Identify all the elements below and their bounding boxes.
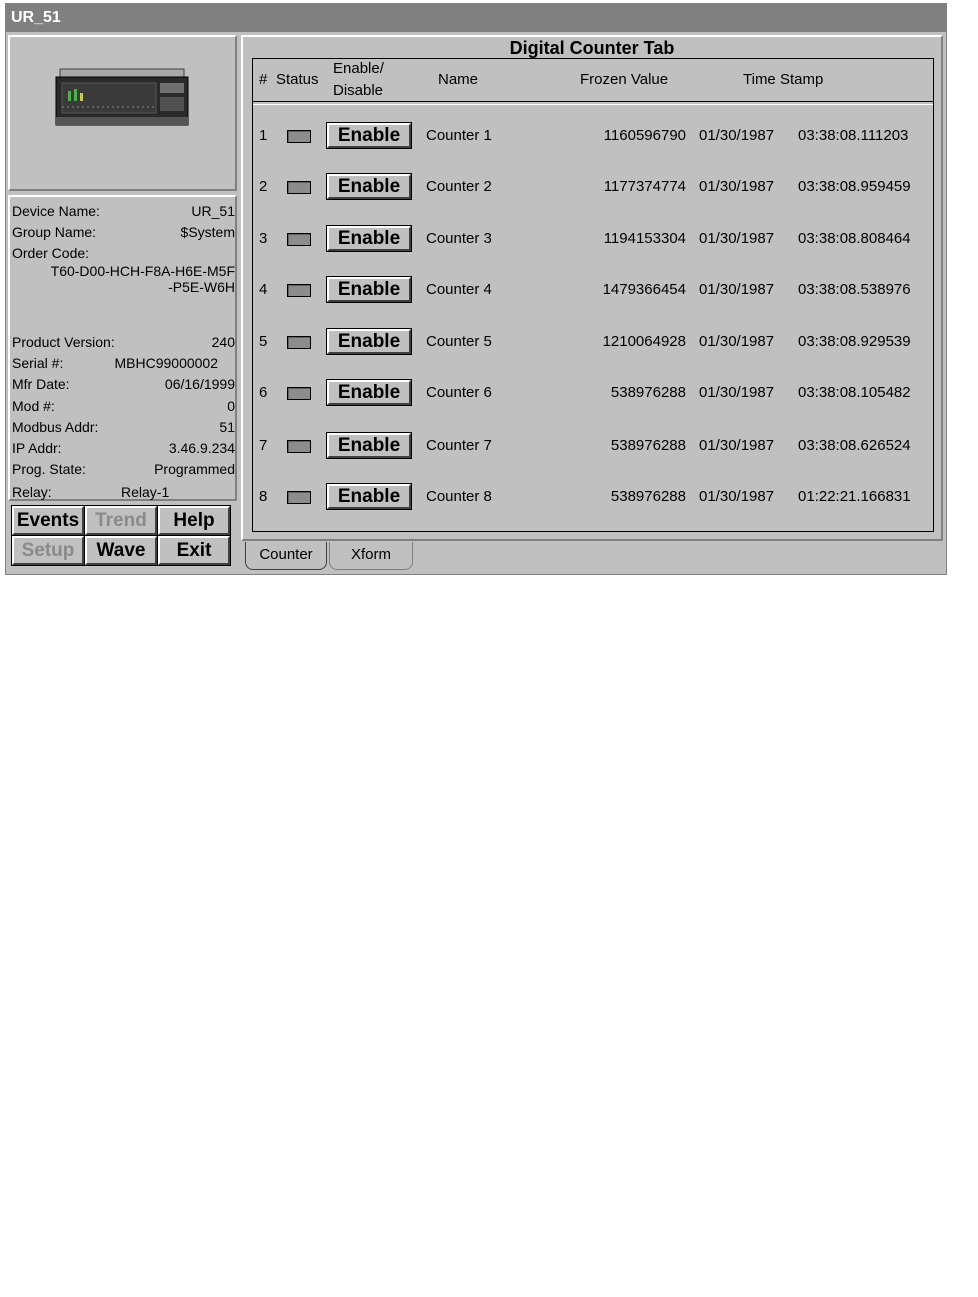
ip-value: 3.46.9.234 bbox=[168, 440, 235, 456]
counter-name: Counter 1 bbox=[426, 127, 492, 144]
mfr-date-row bbox=[12, 374, 235, 394]
table-row bbox=[253, 172, 933, 202]
timestamp-date: 01/30/1987 bbox=[699, 127, 775, 144]
group-name-label: Group Name: bbox=[12, 224, 97, 240]
timestamp-time: 03:38:08.808464 bbox=[798, 230, 911, 247]
device-name-value: UR_51 bbox=[191, 203, 235, 219]
digital-counter-tab-panel bbox=[241, 35, 943, 541]
order-code-value bbox=[51, 263, 235, 295]
header-divider bbox=[253, 101, 933, 105]
enable-button[interactable]: Enable bbox=[327, 277, 411, 302]
timestamp-date: 01/30/1987 bbox=[699, 437, 775, 454]
frozen-value: 1194153304 bbox=[603, 230, 686, 247]
mod-row bbox=[12, 396, 235, 416]
row-number: 2 bbox=[259, 178, 268, 195]
order-code-label: Order Code: bbox=[12, 245, 90, 261]
header-num: # bbox=[259, 71, 268, 88]
timestamp-date: 01/30/1987 bbox=[699, 384, 775, 401]
counter-name: Counter 4 bbox=[426, 281, 492, 298]
device-image-panel bbox=[8, 35, 237, 191]
header-enable-line-2: Disable bbox=[333, 82, 384, 99]
mod-value: 0 bbox=[227, 398, 235, 414]
header-enable-line-1: Enable/ bbox=[333, 60, 384, 77]
header-time-stamp: Time Stamp bbox=[743, 71, 824, 88]
timestamp-time: 03:38:08.105482 bbox=[798, 384, 911, 401]
relay-value: Relay-1 bbox=[121, 484, 170, 500]
row-number: 7 bbox=[259, 437, 268, 454]
row-number: 1 bbox=[259, 127, 268, 144]
relay-row bbox=[12, 482, 235, 502]
relay-label: Relay: bbox=[12, 484, 52, 500]
prog-state-value: Programmed bbox=[154, 461, 235, 477]
timestamp-time: 01:22:21.166831 bbox=[798, 488, 911, 505]
status-led-icon bbox=[287, 284, 311, 297]
trend-button[interactable]: Trend bbox=[85, 506, 157, 535]
timestamp-time: 03:38:08.959459 bbox=[798, 178, 911, 195]
enable-button[interactable]: Enable bbox=[327, 329, 411, 354]
table-row bbox=[253, 327, 933, 357]
header-name: Name bbox=[438, 71, 479, 88]
prog-state-row bbox=[12, 459, 235, 479]
enable-button[interactable]: Enable bbox=[327, 226, 411, 251]
product-version-row bbox=[12, 332, 235, 352]
ur-window bbox=[5, 3, 947, 575]
status-led-icon bbox=[287, 233, 311, 246]
frozen-value: 1177374774 bbox=[603, 178, 686, 195]
frozen-value: 538976288 bbox=[610, 437, 686, 454]
table-row bbox=[253, 431, 933, 461]
status-led-icon bbox=[287, 130, 311, 143]
command-button-grid bbox=[12, 506, 230, 567]
serial-row bbox=[12, 353, 235, 373]
ip-row bbox=[12, 438, 235, 458]
header-status: Status bbox=[276, 71, 319, 88]
status-led-icon bbox=[287, 336, 311, 349]
serial-value: MBHC99000002 bbox=[114, 355, 218, 371]
timestamp-time: 03:38:08.626524 bbox=[798, 437, 911, 454]
counter-name: Counter 7 bbox=[426, 437, 492, 454]
status-led-icon bbox=[287, 181, 311, 194]
timestamp-date: 01/30/1987 bbox=[699, 230, 775, 247]
product-version-value: 240 bbox=[211, 334, 235, 350]
timestamp-time: 03:38:08.538976 bbox=[798, 281, 911, 298]
counter-name: Counter 3 bbox=[426, 230, 492, 247]
enable-button[interactable]: Enable bbox=[327, 123, 411, 148]
group-name-row bbox=[12, 222, 235, 242]
enable-button[interactable]: Enable bbox=[327, 380, 411, 405]
prog-state-label: Prog. State: bbox=[12, 461, 86, 477]
row-number: 8 bbox=[259, 488, 268, 505]
table-row bbox=[253, 482, 933, 512]
order-code-line-1: T60-D00-HCH-F8A-H6E-M5F bbox=[50, 263, 235, 279]
table-row bbox=[253, 224, 933, 254]
modbus-row bbox=[12, 417, 235, 437]
wave-button[interactable]: Wave bbox=[85, 536, 157, 565]
order-code-row bbox=[12, 243, 235, 263]
modbus-value: 51 bbox=[219, 419, 235, 435]
modbus-label: Modbus Addr: bbox=[12, 419, 99, 435]
timestamp-date: 01/30/1987 bbox=[699, 178, 775, 195]
device-name-label: Device Name: bbox=[12, 203, 100, 219]
device-info-panel bbox=[8, 195, 237, 501]
table-row bbox=[253, 121, 933, 151]
timestamp-date: 01/30/1987 bbox=[699, 333, 775, 350]
table-row bbox=[253, 275, 933, 305]
setup-button[interactable]: Setup bbox=[12, 536, 84, 565]
enable-button[interactable]: Enable bbox=[327, 174, 411, 199]
mfr-date-value: 06/16/1999 bbox=[164, 376, 235, 392]
device-name-row bbox=[12, 201, 235, 221]
frozen-value: 1160596790 bbox=[603, 127, 686, 144]
order-code-line-2: -P5E-W6H bbox=[168, 279, 235, 295]
status-led-icon bbox=[287, 440, 311, 453]
relay-device-icon bbox=[54, 65, 190, 129]
timestamp-date: 01/30/1987 bbox=[699, 281, 775, 298]
table-row bbox=[253, 378, 933, 408]
tab-counter[interactable]: Counter bbox=[245, 542, 327, 570]
tab-xform[interactable]: Xform bbox=[329, 542, 413, 570]
exit-button[interactable]: Exit bbox=[158, 536, 230, 565]
frozen-value: 538976288 bbox=[610, 384, 686, 401]
enable-button[interactable]: Enable bbox=[327, 484, 411, 509]
row-number: 6 bbox=[259, 384, 268, 401]
timestamp-date: 01/30/1987 bbox=[699, 488, 775, 505]
mfr-date-label: Mfr Date: bbox=[12, 376, 70, 392]
events-button[interactable]: Events bbox=[12, 506, 84, 535]
status-led-icon bbox=[287, 387, 311, 400]
product-version-label: Product Version: bbox=[12, 334, 115, 350]
status-led-icon bbox=[287, 491, 311, 504]
mod-label: Mod #: bbox=[12, 398, 55, 414]
ip-label: IP Addr: bbox=[12, 440, 62, 456]
timestamp-time: 03:38:08.929539 bbox=[798, 333, 911, 350]
enable-button[interactable]: Enable bbox=[327, 433, 411, 458]
counter-name: Counter 8 bbox=[426, 488, 492, 505]
tab-strip bbox=[245, 542, 425, 572]
tab-panel-title: Digital Counter Tab bbox=[509, 38, 675, 58]
timestamp-time: 03:38:08.111203 bbox=[798, 127, 909, 144]
window-title: UR_51 bbox=[6, 4, 946, 32]
counter-name: Counter 6 bbox=[426, 384, 492, 401]
header-frozen-value: Frozen Value bbox=[580, 71, 669, 88]
row-number: 3 bbox=[259, 230, 268, 247]
frozen-value: 1479366454 bbox=[602, 281, 686, 298]
group-name-value: $System bbox=[180, 224, 235, 240]
row-number: 5 bbox=[259, 333, 268, 350]
serial-label: Serial #: bbox=[12, 355, 64, 371]
frozen-value: 538976288 bbox=[610, 488, 686, 505]
counter-name: Counter 5 bbox=[426, 333, 492, 350]
frozen-value: 1210064928 bbox=[602, 333, 686, 350]
counter-name: Counter 2 bbox=[426, 178, 492, 195]
row-number: 4 bbox=[259, 281, 268, 298]
help-button[interactable]: Help bbox=[158, 506, 230, 535]
counter-grid bbox=[252, 58, 934, 532]
